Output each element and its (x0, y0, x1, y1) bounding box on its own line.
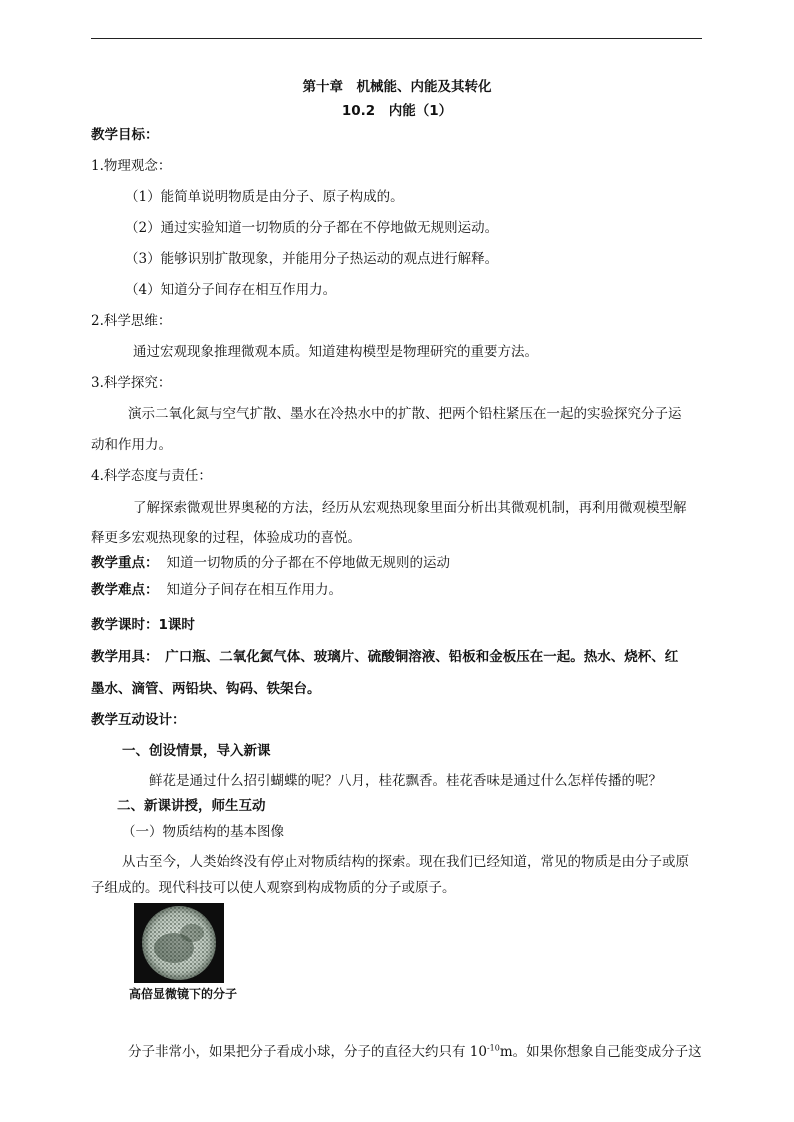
key-point-row (91, 554, 450, 572)
para1-line2: 子组成的。现代科技可以使人观察到构成物质的分子或原子。 (91, 880, 456, 896)
obj1-heading: 1.物理观念： (91, 158, 172, 174)
obj1-item-3: （3）能够识别扩散现象，并能用分子热运动的观点进行解释。 (125, 251, 499, 267)
design-heading: 教学互动设计： (91, 712, 186, 728)
obj3-text-line1: 演示二氧化氮与空气扩散、墨水在冷热水中的扩散、把两个铅柱紧压在一起的实验探究分子运 (128, 406, 682, 422)
obj3-text-line2: 动和作用力。 (91, 437, 172, 453)
exponent: -10 (486, 1043, 500, 1053)
part1-text: 鲜花是通过什么招引蝴蝶的呢？八月，桂花飘香。桂花香味是通过什么怎样传播的呢？ (149, 773, 662, 789)
tools-line1: 教学用具： 广口瓶、二氧化氮气体、玻璃片、硫酸铜溶液、铅板和金板压在一起。热水、烧杯、红 (91, 649, 679, 665)
last-line-part2: m。如果你想象自己能变成分子这 (499, 1044, 702, 1060)
obj2-text: 通过宏观现象推理微观本质。知道建构模型是物理研究的重要方法。 (133, 344, 538, 360)
objectives-heading: 教学目标： (91, 127, 159, 143)
para1-line1: 从古至今，人类始终没有停止对物质结构的探索。现在我们已经知道，常见的物质是由分子或原 (122, 854, 689, 870)
difficulty-row (91, 581, 342, 599)
obj2-heading: 2.科学思维： (91, 313, 172, 329)
tools-line2: 墨水、滴管、两铅块、钩码、铁架台。 (91, 681, 321, 697)
hours-text: 教学课时：1课时 (91, 617, 195, 633)
part1-heading: 一、创设情景，导入新课 (122, 743, 271, 759)
figure-caption: 高倍显微镜下的分子 (128, 987, 237, 1001)
last-line-part1: 分子非常小，如果把分子看成小球，分子的直径大约只有 10 (128, 1044, 487, 1060)
obj1-item-2: （2）通过实验知道一切物质的分子都在不停地做无规则运动。 (125, 220, 499, 236)
microscope-image (134, 903, 224, 983)
chapter-title: 第十章 机械能、内能及其转化 (302, 79, 492, 95)
section-title: 10.2 内能（1） (341, 103, 453, 119)
obj3-heading: 3.科学探究： (91, 375, 172, 391)
obj1-item-4: （4）知道分子间存在相互作用力。 (125, 282, 337, 298)
key-point-text: 知道一切物质的分子都在不停地做无规则的运动 (166, 555, 450, 571)
key-point-label: 教学重点： (91, 555, 159, 571)
difficulty-label: 教学难点： (91, 582, 159, 598)
last-line (128, 1043, 702, 1061)
part2-subheading: （一）物质结构的基本图像 (122, 824, 284, 840)
obj4-heading: 4.科学态度与责任： (91, 468, 212, 484)
obj4-text-line2: 释更多宏观热现象的过程，体验成功的喜悦。 (91, 530, 361, 546)
part2-heading: 二、新课讲授，师生互动 (117, 798, 266, 814)
obj4-text-line1: 了解探索微观世界奥秘的方法，经历从宏观热现象里面分析出其微观机制，再利用微观模型解 (133, 500, 687, 516)
header-rule (91, 38, 702, 39)
molecule-micrograph (134, 903, 224, 983)
difficulty-text: 知道分子间存在相互作用力。 (166, 582, 342, 598)
obj1-item-1: （1）能简单说明物质是由分子、原子构成的。 (125, 189, 404, 205)
